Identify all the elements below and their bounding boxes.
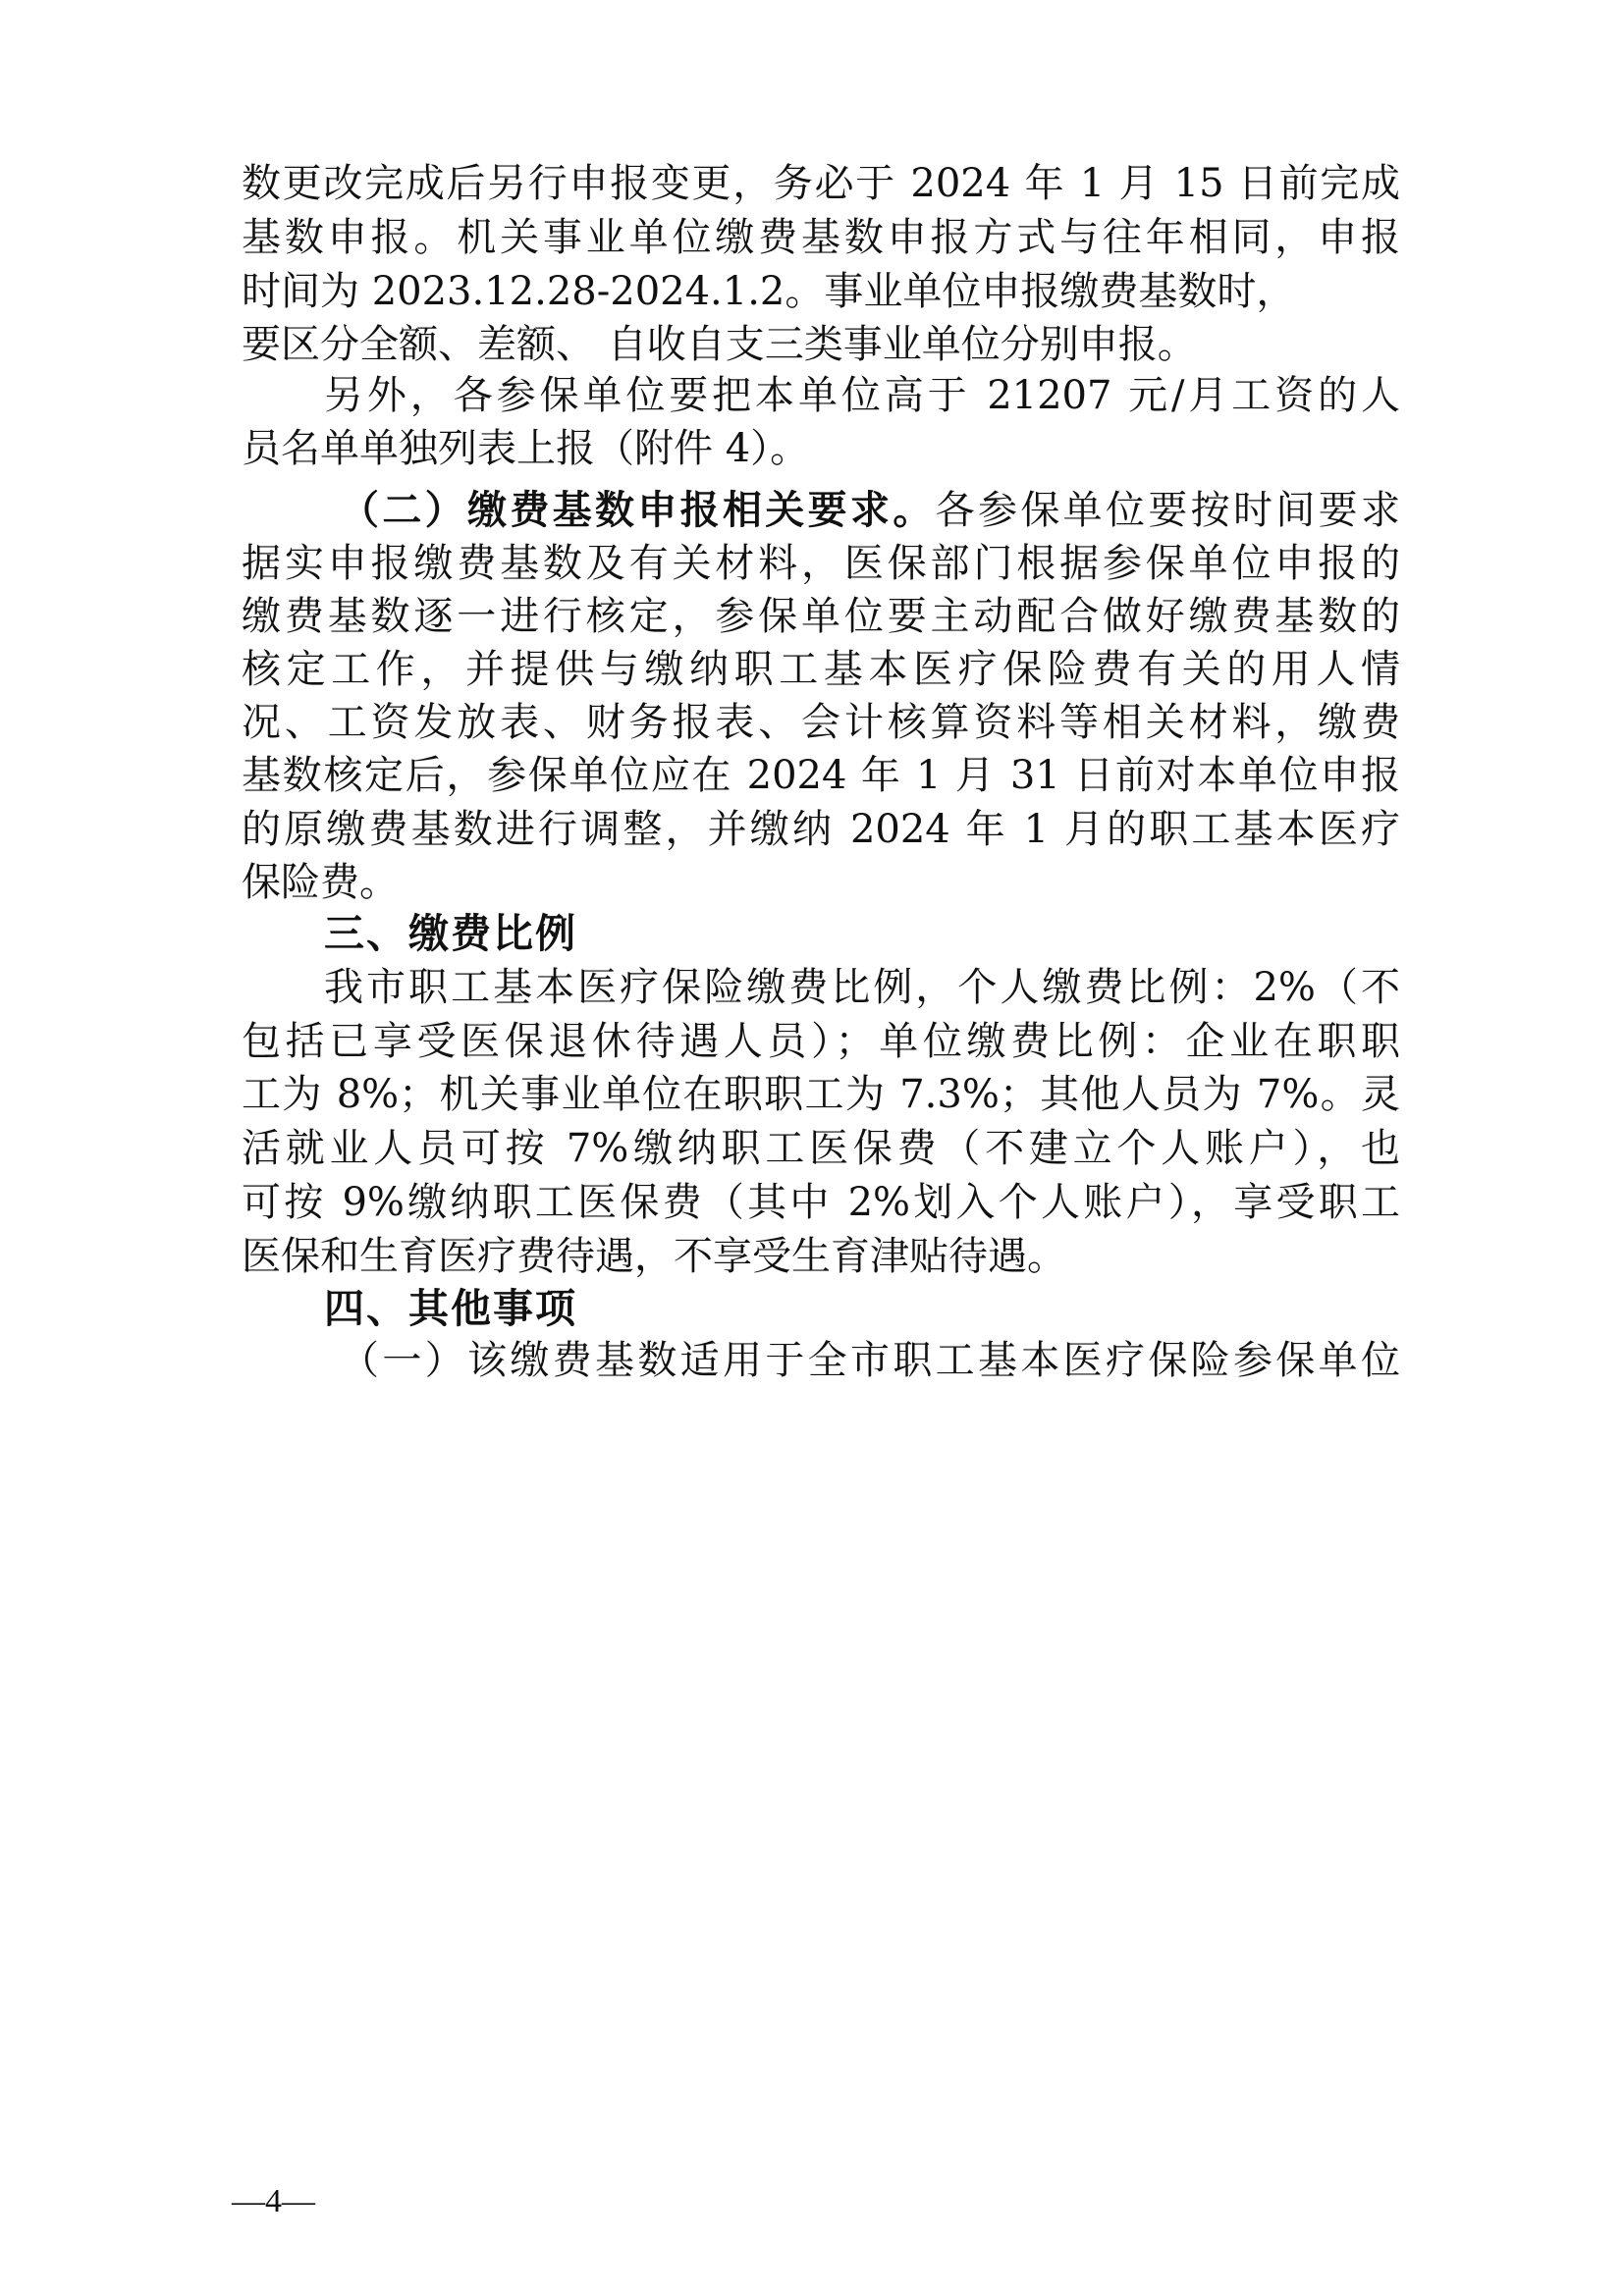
section-2-first-line (340, 481, 1400, 540)
paragraph-line: 基数申报。机关事业单位缴费基数申报方式与往年相同，申报 (242, 215, 1400, 260)
section-2-text: 各参保单位要按时间要求 (935, 488, 1401, 533)
paragraph-line: 况、工资发放表、财务报表、会计核算资料等相关材料，缴费 (242, 700, 1400, 745)
paragraph-line: 缴费基数逐一进行核定，参保单位要主动配合做好缴费基数的 (242, 594, 1400, 639)
paragraph-line: 活就业人员可按 7%缴纳职工医保费（不建立个人账户），也 (242, 1126, 1400, 1171)
paragraph-line: 数更改完成后另行申报变更，务必于 2024 年 1 月 15 日前完成 (242, 161, 1400, 206)
paragraph-line: 可按 9%缴纳职工医保费（其中 2%划入个人账户），享受职工 (242, 1180, 1400, 1225)
paragraph-line: 时间为 2023.12.28-2024.1.2。事业单位申报缴费基数时， (242, 269, 1296, 314)
paragraph-line: 核定工作，并提供与缴纳职工基本医疗保险费有关的用人情 (242, 647, 1400, 692)
section-heading: 三、缴费比例 (324, 910, 577, 957)
paragraph-line: 的原缴费基数进行调整，并缴纳 2024 年 1 月的职工基本医疗 (242, 807, 1400, 852)
paragraph-line: 我市职工基本医疗保险缴费比例，个人缴费比例：2%（不 (324, 965, 1400, 1010)
paragraph-line: 保险费。 (242, 860, 399, 905)
paragraph-line: 基数核定后，参保单位应在 2024 年 1 月 31 日前对本单位申报 (242, 753, 1400, 798)
paragraph-line: 据实申报缴费基数及有关材料，医保部门根据参保单位申报的 (242, 541, 1400, 586)
section-2-title: （二）缴费基数申报相关要求。 (340, 487, 936, 533)
paragraph-line: 员名单单独列表上报（附件 4）。 (242, 426, 810, 471)
paragraph-line: 医保和生育医疗费待遇，不享受生育津贴待遇。 (242, 1234, 1066, 1279)
page-number: —4— (232, 2183, 315, 2219)
paragraph-line: 工为 8%；机关事业单位在职职工为 7.3%；其他人员为 7%。灵 (242, 1072, 1400, 1117)
section-heading: 四、其他事项 (324, 1285, 577, 1332)
paragraph-line: 要区分全额、差额、 自收自支三类事业单位分别申报。 (242, 322, 1197, 367)
paragraph-line: （一）该缴费基数适用于全市职工基本医疗保险参保单位 (340, 1338, 1400, 1383)
paragraph-line: 包括已享受医保退休待遇人员）；单位缴费比例：企业在职职 (242, 1019, 1400, 1064)
paragraph-line: 另外，各参保单位要把本单位高于 21207 元/月工资的人 (324, 373, 1400, 418)
